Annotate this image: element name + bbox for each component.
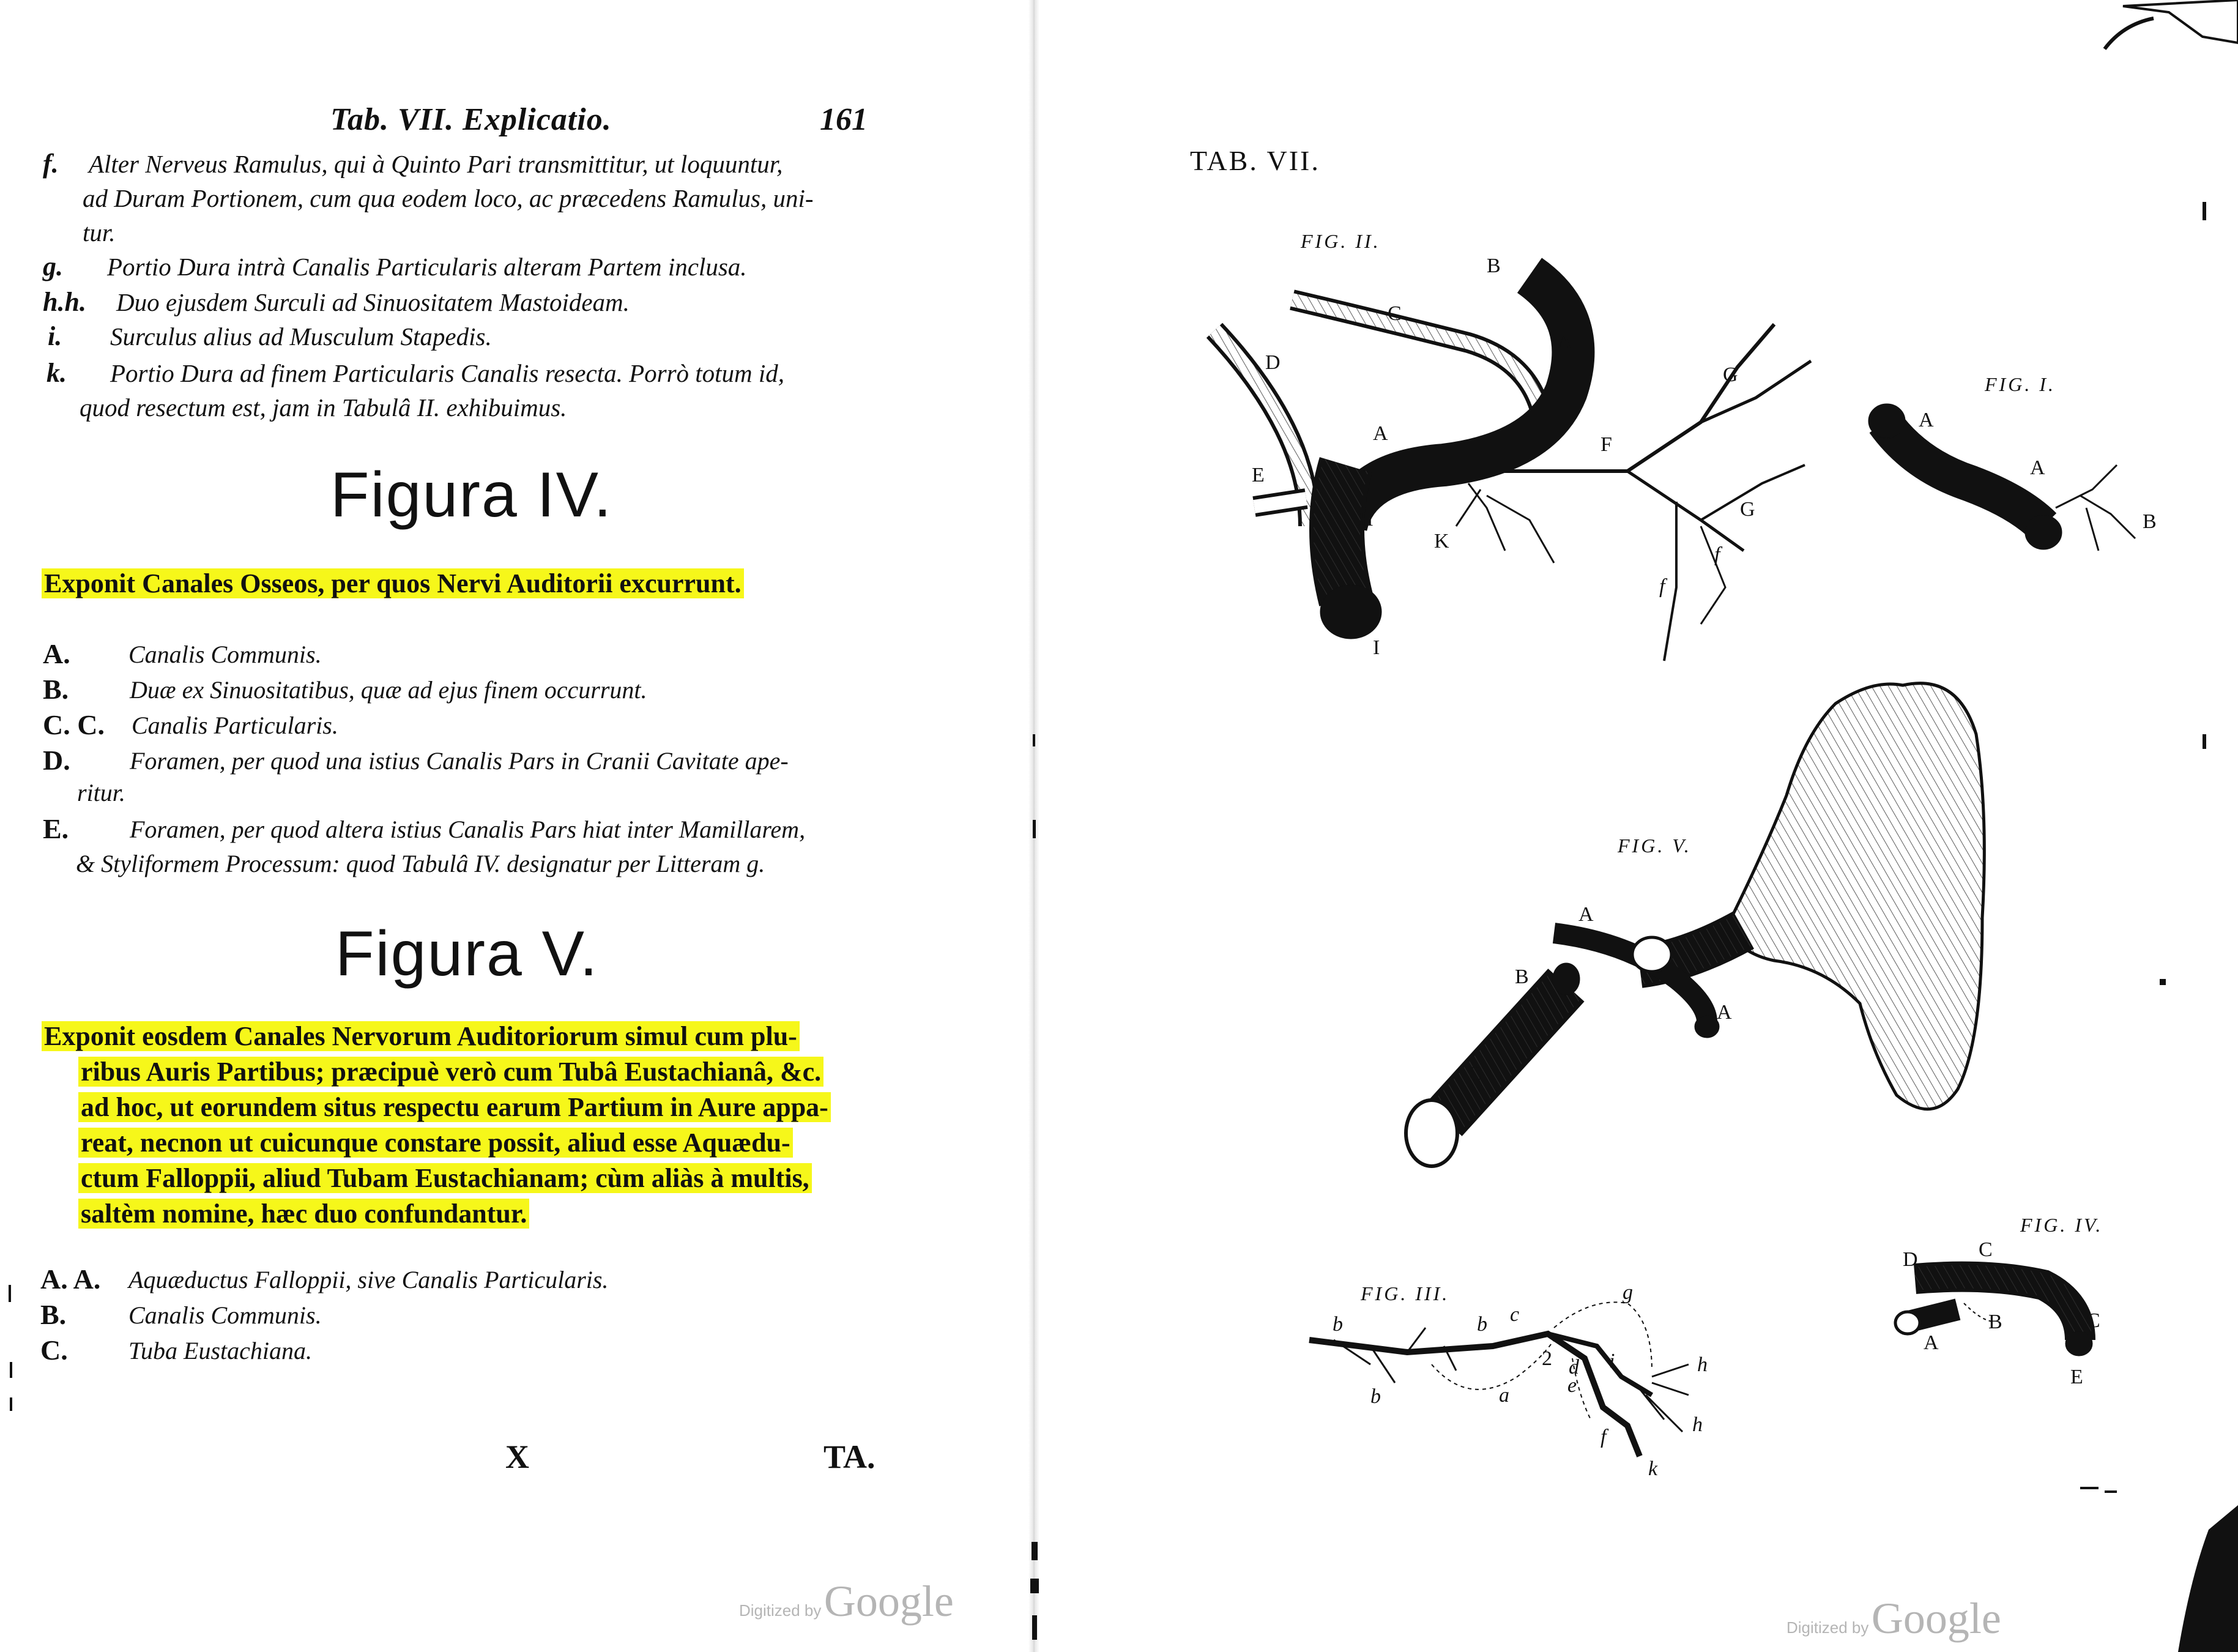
list-key: g. [43,251,63,281]
plate-letter: G [1723,363,1738,386]
plate-letter: C [1468,1062,1482,1085]
highlighted-line: ad hoc, ut eorundem situs respectu earum Partium in Aure appa- [78,1092,831,1122]
plate-letter: C [2086,1309,2100,1332]
plate-letter: f [1659,575,1665,598]
list-line: Aquæductus Falloppii, sive Canalis Particularis. [128,1266,609,1293]
plate-letter: C [1979,1238,1993,1261]
torn-corner [2105,0,2238,1652]
highlighted-text: Exponit Canales Osseos, per quos Nervi Auditorii excurrunt. [42,568,744,598]
plate-letter: f [1600,1426,1607,1448]
plate-letter: g [1623,1281,1633,1304]
stray-marks [2080,202,2206,1493]
list-key: B. [43,674,69,705]
list-key: k. [46,358,67,388]
list-line: ad Duram Portionem, cum qua eodem loco, ac præcedens Ramulus, uni- [83,184,814,212]
plate-letter: G [1740,498,1755,521]
list-line: Canalis Particularis. [132,712,338,739]
plate-letter: f [1714,543,1720,566]
plate-letter: A [1578,903,1594,926]
plate-letter: b [1370,1385,1381,1408]
plate-letter: a [1499,1384,1509,1407]
plate-letter: B [1515,966,1529,988]
list-line: Portio Dura intrà Canalis Particularis alteram Partem inclusa. [107,253,747,281]
list-key: B. [40,1299,67,1330]
plate-letter: h [1692,1413,1703,1436]
watermark-prefix: Digitized by [739,1601,822,1620]
highlighted-line: ctum Falloppii, aliud Tubam Eustachianam; cùm aliàs à multis, [78,1163,812,1193]
plate-letter: A [2030,456,2045,479]
list-key: C. C. [43,709,105,740]
list-line: Alter Nerveus Ramulus, qui à Quinto Pari transmittitur, ut loquuntur, [89,150,783,178]
fig-iv-label: FIG. IV. [2020,1214,2103,1236]
plate-letter: B [1988,1311,2002,1333]
highlighted-line: saltèm nomine, hæc duo confundantur. [78,1199,529,1229]
highlighted-line: reat, necnon ut cuicunque constare possit, aliud esse Aquædu- [78,1128,793,1158]
list-line: Tuba Eustachiana. [128,1337,313,1364]
plate-letter: K [1434,530,1449,553]
list-line: Foramen, per quod una istius Canalis Pars in Cranii Cavitate ape- [130,747,789,775]
list-line: Duo ejusdem Surculi ad Sinuositatem Mastoideam. [116,288,630,316]
watermark-prefix: Digitized by [1786,1618,1869,1637]
plate-letter: A [1919,409,1934,431]
list-line: Surculus alius ad Musculum Stapedis. [110,322,492,351]
figura-iv-heading: Figura IV. [330,460,613,530]
plate-letter: b [1333,1313,1343,1336]
plate-letter: D [1903,1248,1918,1271]
plate-letter: C [1388,302,1402,325]
list-line: Canalis Communis. [128,641,322,668]
watermark-brand: Google [1871,1594,2001,1643]
plate-letter: E [2070,1366,2083,1388]
plate-letter: d [1569,1356,1579,1379]
highlighted-line: Exponit eosdem Canales Nervorum Auditoriorum simul cum plu- [42,1021,800,1051]
list-line: Canalis Communis. [128,1301,322,1329]
page-number: 161 [820,102,868,137]
google-watermark-right [1786,1593,2001,1644]
fig-i-label: FIG. I. [1985,373,2056,395]
fig-v-label: FIG. V. [1618,835,1692,857]
plate-letter: H [1358,508,1374,530]
list-line: quod resectum est, jam in Tabulâ II. exhibuimus. [80,393,567,422]
list-line: Portio Dura ad finem Particularis Canalis resecta. Porrò totum id, [110,359,785,387]
list-key: A. [43,638,70,669]
plate-letter: e [1567,1374,1577,1397]
plate-letter: i [1609,1350,1615,1372]
list-line: ritur. [77,779,125,806]
figura-v-heading: Figura V. [335,918,599,989]
highlighted-line: ribus Auris Partibus; præcipuè verò cum Tubâ Eustachianâ, &c. [78,1057,823,1087]
list-key: D. [43,745,70,776]
list-line: tur. [83,218,116,247]
plate-title: TAB. VII. [1190,145,1320,176]
signature-mark: X [505,1438,529,1475]
plate-letter: k [1648,1457,1658,1480]
list-key: i. [48,321,62,351]
plate-letter: D [1265,351,1281,374]
watermark-brand: Google [823,1577,954,1626]
plate-letter: E [1252,464,1265,486]
plate-letter: c [1510,1303,1520,1326]
catchword: TA. [823,1438,875,1475]
plate-letter: A [1373,422,1388,445]
list-line: Foramen, per quod altera istius Canalis Pars hiat inter Mamillarem, [130,816,806,843]
fig-iii-label: FIG. III. [1361,1282,1450,1304]
fig-iii-drawing [1309,1302,1689,1456]
running-head: Tab. VII. Explicatio. [330,102,612,137]
list-key: h.h. [43,287,86,317]
fig-ii-label: FIG. II. [1301,230,1381,252]
list-line: Duæ ex Sinuositatibus, quæ ad ejus finem occurrunt. [130,676,647,704]
plate-letter: A [1557,330,1572,353]
plate-letter: h [1697,1353,1708,1376]
plate-letter: 2 [1542,1347,1552,1370]
list-key: E. [43,813,69,844]
plate-letter: b [1477,1313,1487,1336]
fig-i-drawing [1868,404,2135,551]
list-key: A. A. [40,1263,101,1295]
plate-letter: I [1373,636,1380,659]
list-line: & Styliformem Processum: quod Tabulâ IV. designatur per Litteram g. [76,850,765,877]
fig-v-drawing [1406,683,1984,1166]
plate-letter: A [1924,1331,1939,1354]
plate-letter: A [1717,1001,1732,1024]
list-key: f. [43,149,59,179]
plate-letter: B [1487,255,1501,277]
plate-letter: F [1600,433,1612,456]
fig-ii-drawing [1214,275,1811,661]
plate-letter: B [2143,510,2157,533]
list-key: C. [40,1334,68,1366]
